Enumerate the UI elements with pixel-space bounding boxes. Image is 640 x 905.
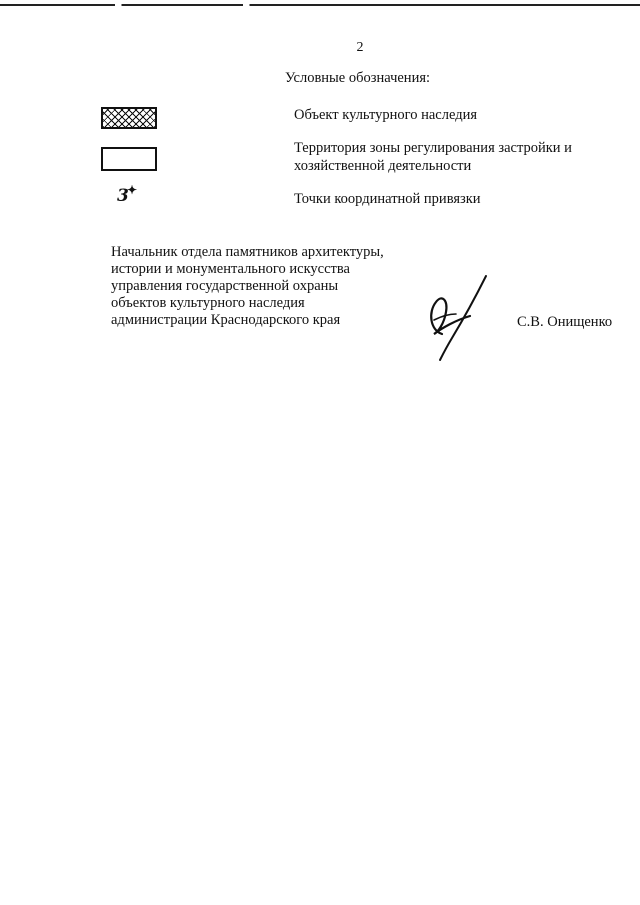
position-line: управления государственной охраны (111, 278, 339, 294)
legend-label-regulation-zone (294, 139, 614, 175)
legend-label-reference-points: Точки координатной привязки (294, 191, 481, 207)
position-line: Начальник отдела памятников архитектуры, (111, 244, 384, 260)
legend-label-line: хозяйственной деятельности (294, 158, 472, 174)
legend-label-line: Территория зоны регулирования застройки и (294, 140, 572, 156)
signatory-position (111, 244, 411, 329)
reference-point-icon: ✦ (127, 183, 138, 197)
empty-box-icon (101, 147, 157, 171)
position-line: объектов культурного наследия (111, 295, 305, 311)
reference-point-number: 3 (117, 186, 129, 206)
position-line: истории и монументального искусства (111, 261, 350, 277)
crosshatch-box-icon (101, 107, 157, 129)
signer-name: С.В. Онищенко (517, 314, 613, 330)
legend-label-heritage-object: Объект культурного наследия (294, 107, 478, 123)
page-number: 2 (356, 40, 364, 55)
position-line: администрации Краснодарского края (111, 312, 341, 328)
handwritten-signature (412, 272, 502, 362)
top-border-rule (0, 4, 640, 6)
legend-title: Условные обозначения: (285, 70, 431, 86)
